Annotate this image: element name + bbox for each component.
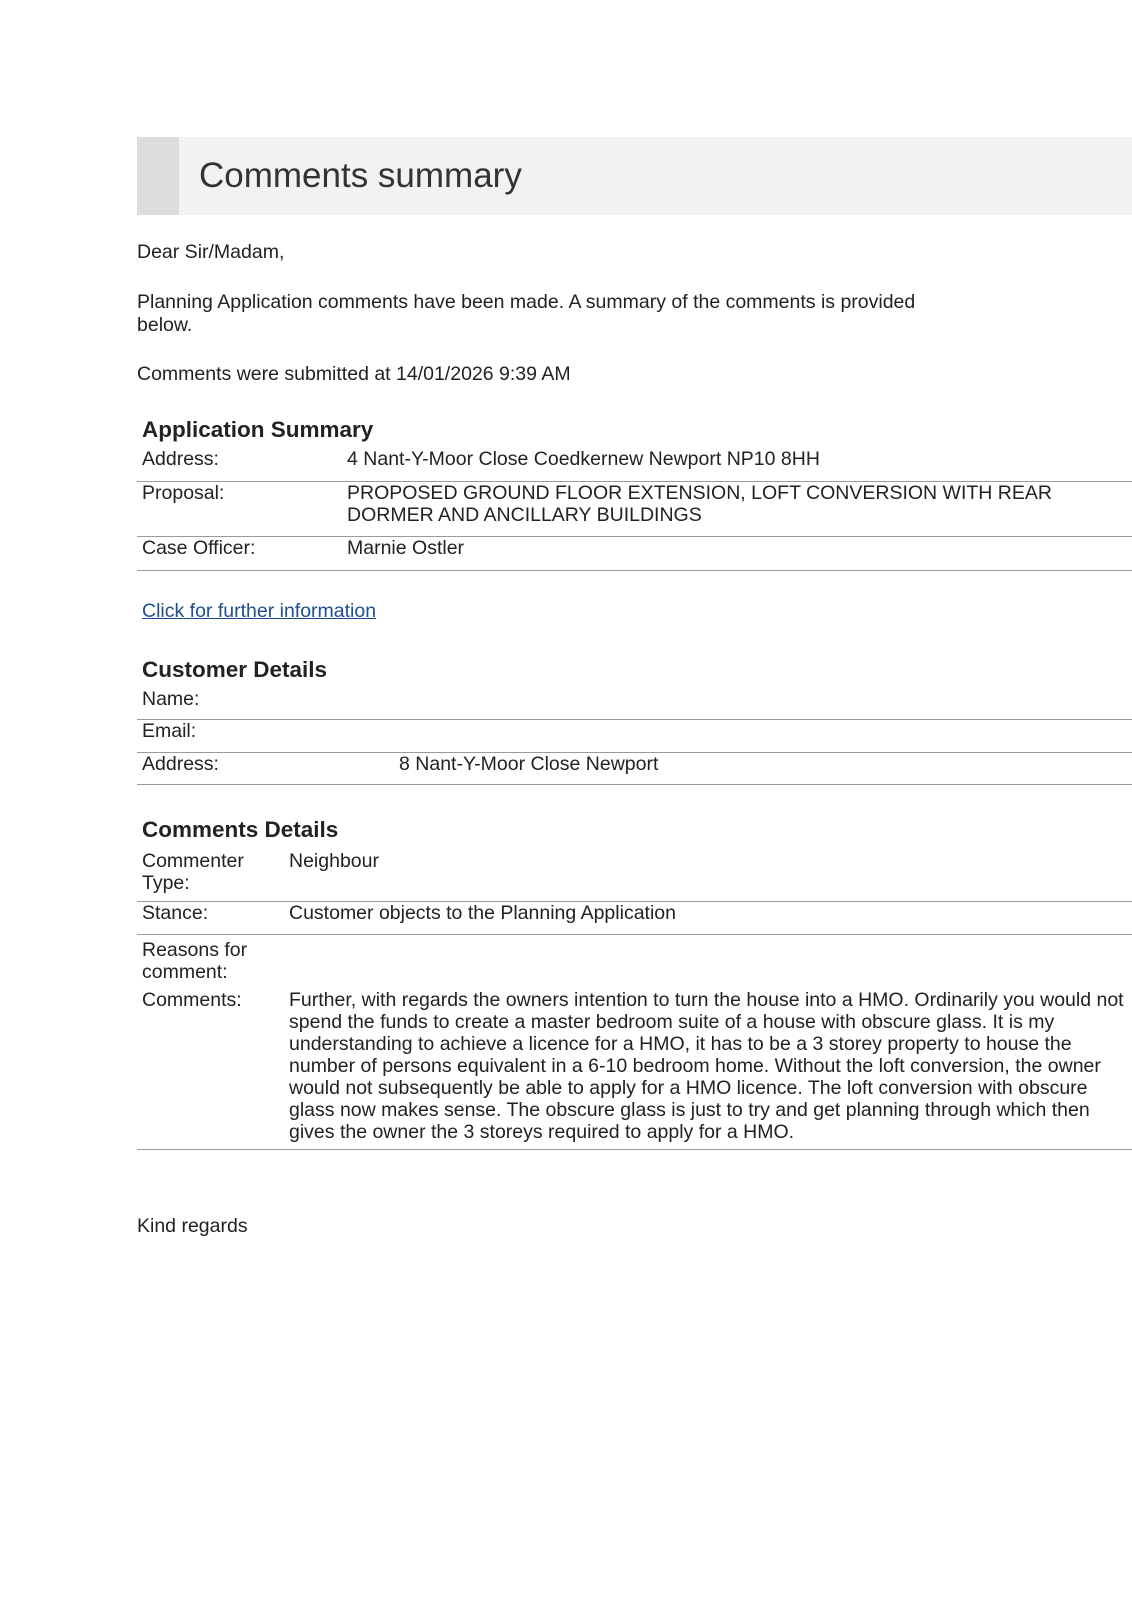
title-banner — [137, 137, 1132, 215]
intro-text: Planning Application comments have been made. A summary of the comments is provided below. — [137, 291, 916, 336]
comments-value: Further, with regards the owners intention to turn the house into a HMO. Ordinarily you would not spend the funds to create a master bedroom suite of a house with obscure glass. It is my understanding to achieve a licence for a HMO, it has to be a 3 storey property to house the number of persons equivalent in a 6-10 bedroom home. Without the loft conversion, the owner would not subsequently be able to apply for a HMO licence. The loft conversion with obscure glass now makes sense. The obscure glass is just to try and get planning through which then gives the owner the 3 storeys required to apply for a HMO. — [284, 989, 1132, 1150]
comments-details-table — [137, 850, 1132, 1150]
closing-text: Kind regards — [137, 1215, 248, 1237]
case-officer-value: Marnie Ostler — [342, 536, 1132, 570]
customer-address-label: Address: — [137, 752, 394, 784]
comments-label: Comments: — [137, 989, 284, 1150]
table-row — [137, 989, 1132, 1150]
address-label: Address: — [137, 448, 342, 481]
table-row — [137, 901, 1132, 934]
page-title: Comments summary — [199, 156, 522, 195]
further-information-link[interactable]: Click for further information — [142, 600, 377, 622]
address-value: 4 Nant-Y-Moor Close Coedkernew Newport NP10 8HH — [342, 448, 1132, 481]
greeting-text: Dear Sir/Madam, — [137, 241, 285, 263]
table-row — [137, 481, 1132, 536]
table-row — [137, 536, 1132, 570]
table-row — [137, 752, 1132, 784]
email-value — [394, 719, 1132, 752]
reasons-label: Reasons for comment: — [142, 938, 248, 983]
table-row — [137, 688, 1132, 719]
comments-details-heading: Comments Details — [142, 817, 339, 842]
proposal-value: PROPOSED GROUND FLOOR EXTENSION, LOFT CONVERSION WITH REAR DORMER AND ANCILLARY BUILDINGS — [342, 481, 1132, 536]
name-value — [394, 688, 1132, 719]
table-row — [137, 719, 1132, 752]
name-label: Name: — [137, 688, 394, 719]
application-summary-table — [137, 448, 1132, 571]
customer-details-heading: Customer Details — [142, 657, 328, 682]
customer-details-table — [137, 688, 1132, 785]
reasons-value — [284, 934, 1132, 989]
customer-address-value: 8 Nant-Y-Moor Close Newport — [394, 752, 1132, 784]
submitted-timestamp-text: Comments were submitted at 14/01/2026 9:39 AM — [137, 363, 571, 385]
commenter-type-value: Neighbour — [284, 850, 1132, 901]
proposal-label: Proposal: — [137, 481, 342, 536]
table-row — [137, 850, 1132, 901]
stance-label: Stance: — [137, 901, 284, 934]
stance-value: Customer objects to the Planning Application — [284, 901, 1132, 934]
banner-accent-bar — [137, 137, 179, 215]
email-label: Email: — [137, 719, 394, 752]
document-page — [137, 137, 1132, 1237]
commenter-type-label: Commenter Type: — [137, 850, 284, 901]
case-officer-label: Case Officer: — [137, 536, 342, 570]
application-summary-heading: Application Summary — [142, 417, 374, 442]
table-row — [137, 448, 1132, 481]
table-row — [137, 934, 1132, 989]
